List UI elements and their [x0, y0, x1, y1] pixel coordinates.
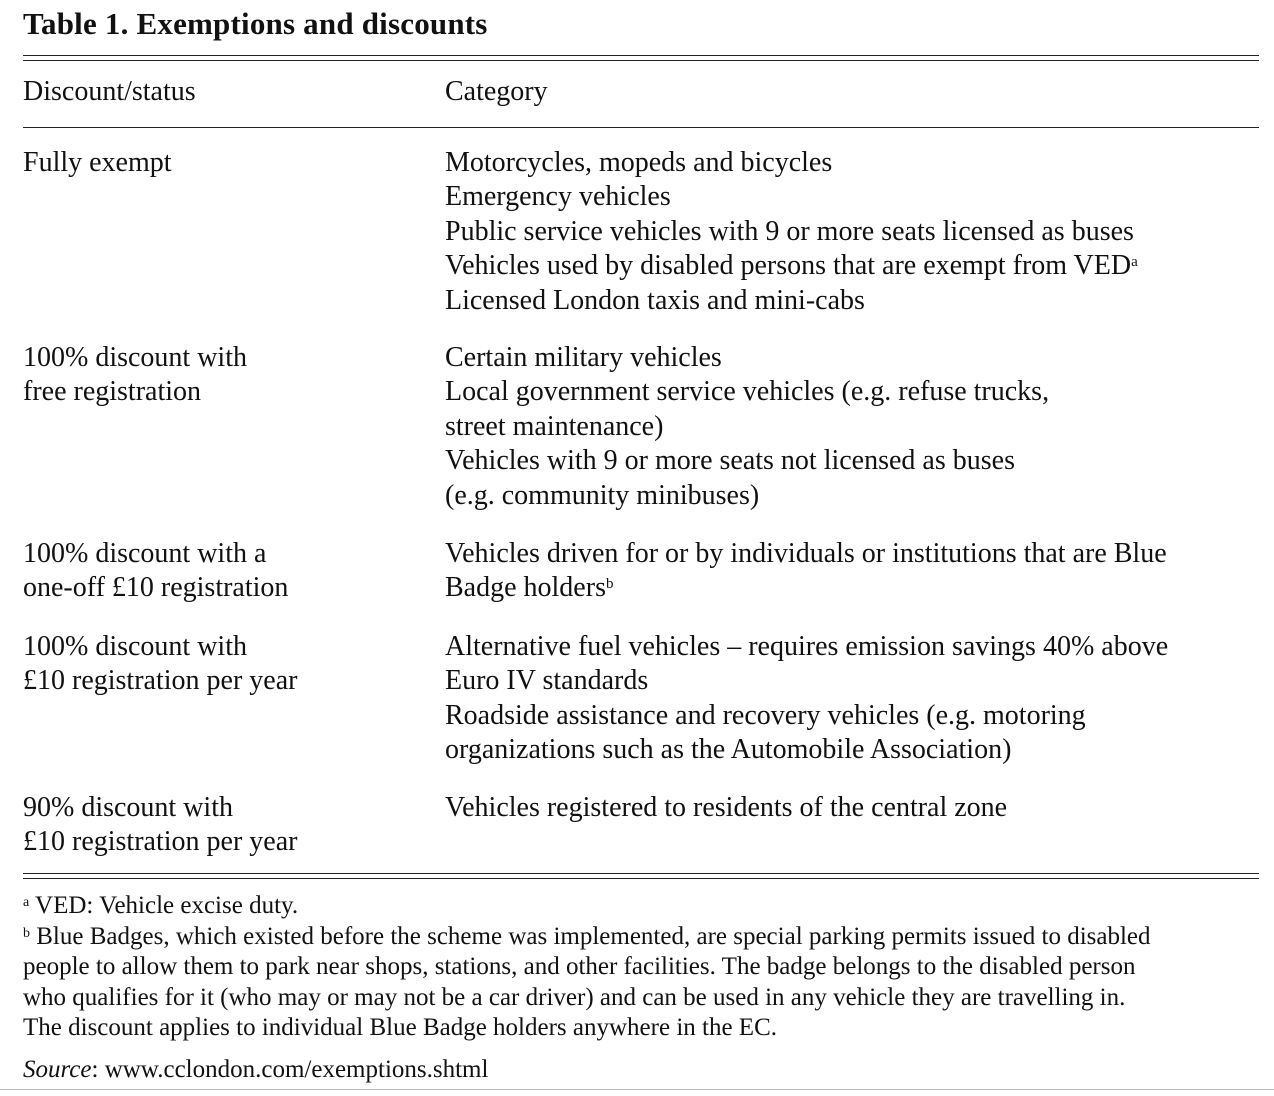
top-rule-2 — [23, 60, 1259, 61]
category-line: Licensed London taxis and mini-cabs — [445, 284, 865, 316]
footnote-mark-b: b — [605, 576, 614, 593]
category-line: Alternative fuel vehicles – requires emission savings 40% above — [445, 631, 1169, 662]
header-category: Category — [445, 76, 548, 107]
source-separator: : — [91, 1056, 99, 1083]
source-url: www.cclondon.com/exemptions.shtml — [98, 1056, 489, 1083]
category-line: Motorcycles, mopeds and bicycles — [445, 147, 833, 178]
category-line: street maintenance) — [445, 410, 664, 442]
footnote-a — [23, 891, 1263, 922]
status-line: Fully exempt — [23, 147, 172, 178]
footnote-b — [23, 922, 1263, 953]
status-line: one-off £10 registration — [23, 572, 289, 604]
status-line: free registration — [23, 376, 202, 408]
status-cell — [23, 791, 433, 860]
footnote-a-text: VED: Vehicle excise duty. — [35, 892, 299, 919]
category-cell — [445, 146, 1265, 318]
category-line-with-note — [445, 249, 1265, 283]
status-line: £10 registration per year — [23, 665, 298, 697]
category-cell — [445, 341, 1265, 513]
page-bottom-rule — [0, 1089, 1274, 1090]
category-cell — [445, 791, 1265, 825]
footnote-mark-a: a — [1131, 254, 1138, 271]
category-line: Badge holders — [445, 572, 606, 604]
bottom-rule-2 — [23, 878, 1259, 879]
footnote-b-text: people to allow them to park near shops, stations, and other facilities. The badge belongs to the disabled person — [23, 953, 1136, 981]
category-line: Roadside assistance and recovery vehicles (e.g. motoring — [445, 699, 1086, 731]
status-cell — [23, 341, 433, 410]
source-line — [23, 1056, 488, 1084]
category-line: Emergency vehicles — [445, 181, 671, 213]
footnote-b-text: Blue Badges, which existed before the scheme was implemented, are special parking permits issued to disabled — [36, 922, 1151, 950]
status-line: 100% discount with a — [23, 538, 267, 569]
status-line: 100% discount with — [23, 631, 247, 662]
category-line-with-note — [445, 571, 1265, 605]
category-line: Vehicles with 9 or more seats not licensed as buses — [445, 445, 1015, 477]
table-title: Table 1. Exemptions and discounts — [23, 6, 488, 41]
source-label: Source — [23, 1056, 92, 1083]
category-line: (e.g. community minibuses) — [445, 479, 760, 511]
status-line: 90% discount with — [23, 792, 233, 823]
category-line: Public service vehicles with 9 or more seats licensed as buses — [445, 215, 1134, 247]
category-line: Vehicles registered to residents of the central zone — [445, 792, 1008, 823]
footnote-a-mark: a — [23, 895, 30, 910]
footnote-b-text: The discount applies to individual Blue Badge holders anywhere in the EC. — [23, 1014, 778, 1042]
category-line: organizations such as the Automobile Association) — [445, 734, 1012, 766]
category-cell — [445, 630, 1265, 768]
footnote-b-mark: b — [23, 925, 30, 941]
status-cell — [23, 146, 433, 180]
top-rule-1 — [23, 55, 1259, 56]
header-status: Discount/status — [23, 76, 196, 107]
category-line: Euro IV standards — [445, 665, 649, 697]
header-rule — [23, 127, 1259, 128]
footnote-b-text: who qualifies for it (who may or may not be a car driver) and can be used in any vehicle they are travelling in. — [23, 983, 1126, 1011]
bottom-rule-1 — [23, 873, 1259, 874]
category-line: Vehicles driven for or by individuals or institutions that are Blue — [445, 538, 1167, 569]
category-line: Vehicles used by disabled persons that are exempt from VED — [445, 250, 1132, 282]
category-line: Local government service vehicles (e.g. refuse trucks, — [445, 376, 1050, 408]
status-line: £10 registration per year — [23, 826, 298, 858]
footnotes — [23, 891, 1263, 1044]
category-cell — [445, 537, 1265, 606]
status-cell — [23, 630, 433, 699]
status-line: 100% discount with — [23, 342, 247, 373]
category-line: Certain military vehicles — [445, 342, 722, 373]
status-cell — [23, 537, 433, 606]
